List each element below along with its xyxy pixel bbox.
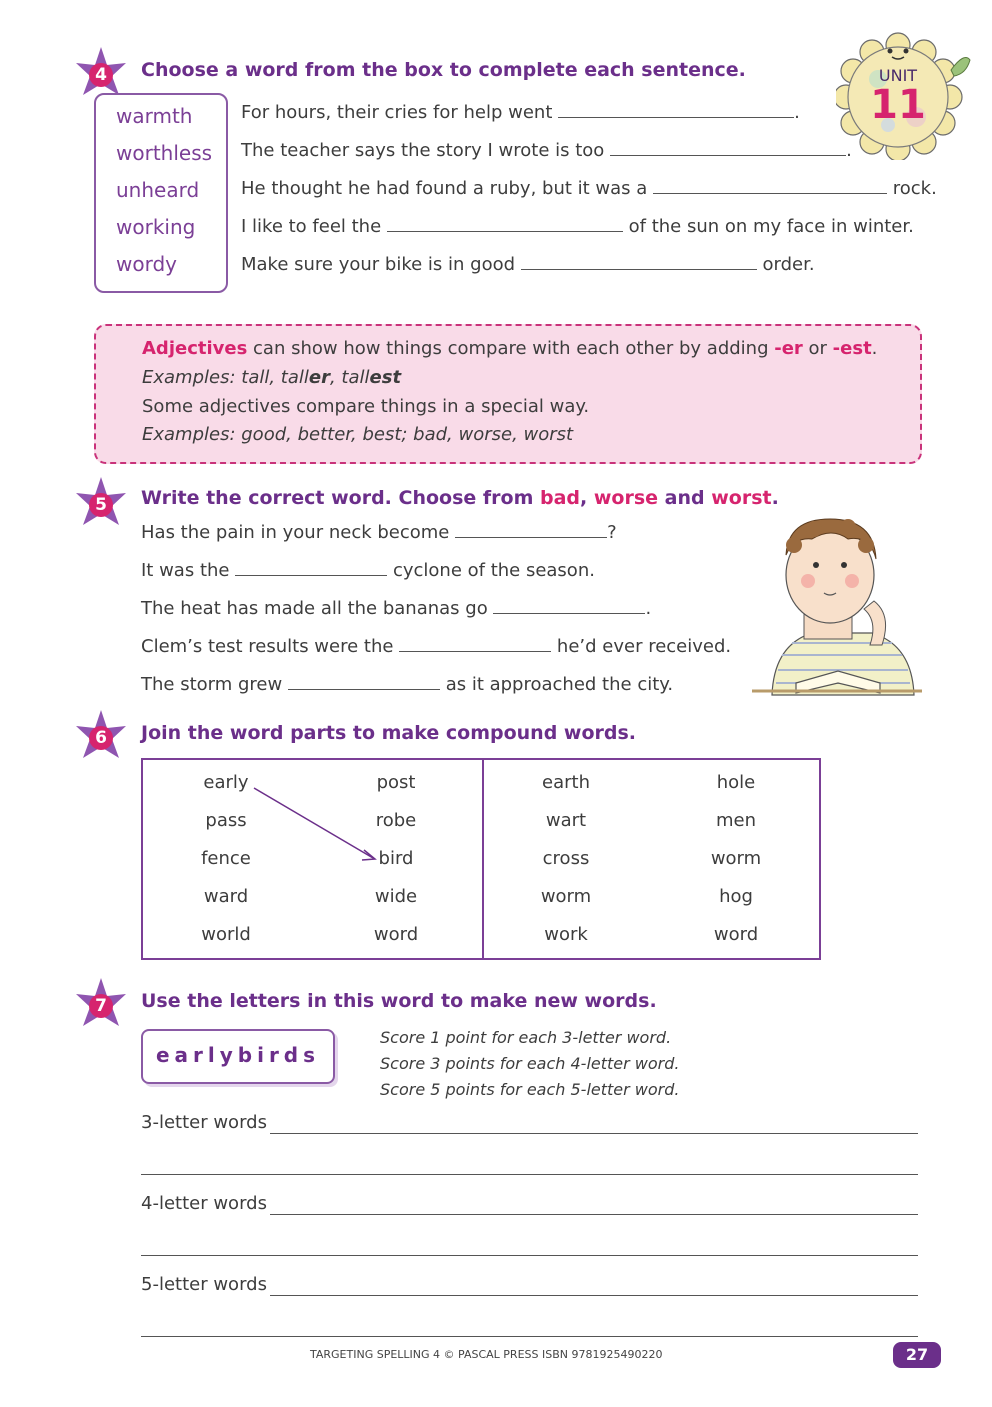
answer-blank[interactable] bbox=[521, 268, 757, 270]
word-part[interactable]: pass bbox=[205, 810, 247, 831]
question-7-star bbox=[72, 976, 130, 1034]
info-text: , tall bbox=[329, 367, 370, 388]
page-number: 27 bbox=[893, 1342, 941, 1368]
word-part[interactable]: worm bbox=[710, 848, 762, 869]
sentence-text: For hours, their cries for help went bbox=[241, 102, 553, 123]
answer-line[interactable] bbox=[270, 1133, 918, 1134]
score-rule: Score 1 point for each 3-letter word. bbox=[380, 1028, 672, 1047]
answer-blank[interactable] bbox=[653, 192, 887, 194]
info-line-3: Some adjectives compare things in a special way. bbox=[142, 396, 590, 417]
word-part[interactable]: world bbox=[201, 924, 251, 945]
choice-word: bad bbox=[540, 487, 581, 509]
info-term: Adjectives bbox=[142, 338, 248, 359]
sentence-text: as it approached the city. bbox=[445, 674, 674, 695]
sentence-text: . bbox=[794, 102, 800, 123]
sentence-text: It was the bbox=[141, 560, 230, 581]
word-part[interactable]: hog bbox=[719, 886, 753, 907]
answer-blank[interactable] bbox=[235, 574, 387, 576]
word-box bbox=[94, 93, 228, 293]
heading-text: Write the correct word. Choose from bbox=[141, 487, 540, 509]
sentence-text: cyclone of the season. bbox=[392, 560, 595, 581]
heading-text: and bbox=[658, 487, 712, 509]
word-box-item: working bbox=[116, 215, 196, 239]
choice-word: worst bbox=[711, 487, 772, 509]
info-text: . bbox=[871, 338, 878, 359]
info-line-1 bbox=[142, 338, 877, 359]
word-part[interactable]: cross bbox=[542, 848, 590, 869]
five-letter-label: 5-letter words bbox=[141, 1274, 267, 1295]
question-5-star bbox=[72, 475, 130, 533]
sentence-text: The heat has made all the bananas go bbox=[141, 598, 488, 619]
answer-line[interactable] bbox=[270, 1214, 918, 1215]
sentence-text: Has the pain in your neck become bbox=[141, 522, 450, 543]
sentence-text: I like to feel the bbox=[241, 216, 382, 237]
answer-blank[interactable] bbox=[399, 650, 551, 652]
question-number: 6 bbox=[95, 728, 107, 748]
answer-blank[interactable] bbox=[493, 612, 645, 614]
q6-heading: Join the word parts to make compound words. bbox=[141, 722, 637, 744]
unit-number: 11 bbox=[870, 82, 926, 128]
answer-line[interactable] bbox=[141, 1255, 918, 1256]
q4-heading: Choose a word from the box to complete each sentence. bbox=[141, 59, 746, 81]
word-part[interactable]: hole bbox=[716, 772, 756, 793]
sentence-text: order. bbox=[762, 254, 815, 275]
answer-line[interactable] bbox=[141, 1174, 918, 1175]
source-word-box bbox=[141, 1029, 335, 1084]
sentence-text: Clem’s test results were the bbox=[141, 636, 394, 657]
choice-word: worse bbox=[593, 487, 659, 509]
q4-sentence bbox=[241, 216, 914, 237]
word-box-item: wordy bbox=[116, 252, 177, 276]
sentence-text: The storm grew bbox=[141, 674, 283, 695]
word-part[interactable]: wart bbox=[545, 810, 587, 831]
word-box-item: worthless bbox=[116, 141, 213, 165]
question-number: 7 bbox=[95, 996, 107, 1016]
sentence-text: . bbox=[645, 598, 652, 619]
source-word: earlybirds bbox=[155, 1043, 321, 1067]
q5-sentence bbox=[141, 522, 617, 543]
word-part[interactable]: work bbox=[544, 924, 588, 945]
q5-sentence bbox=[141, 674, 673, 695]
unit-badge bbox=[836, 30, 972, 160]
footer-text: TARGETING SPELLING 4 © PASCAL PRESS ISBN 9781925490220 bbox=[310, 1348, 663, 1361]
word-box-item: warmth bbox=[116, 104, 193, 128]
info-text: or bbox=[802, 338, 833, 359]
suffix-est: -est bbox=[832, 338, 872, 359]
adjectives-info-box bbox=[94, 324, 922, 464]
answer-blank[interactable] bbox=[558, 116, 794, 118]
three-letter-label: 3-letter words bbox=[141, 1112, 267, 1133]
word-part[interactable]: wide bbox=[374, 886, 418, 907]
question-number: 5 bbox=[95, 495, 107, 515]
four-letter-label: 4-letter words bbox=[141, 1193, 267, 1214]
answer-line[interactable] bbox=[270, 1295, 918, 1296]
question-number: 4 bbox=[95, 65, 107, 85]
sentence-text: . bbox=[846, 140, 852, 161]
sentence-text: Make sure your bike is in good bbox=[241, 254, 516, 275]
word-part[interactable]: bird bbox=[378, 848, 414, 869]
q4-sentence bbox=[241, 102, 800, 123]
word-part[interactable]: men bbox=[715, 810, 757, 831]
question-6-star bbox=[72, 708, 130, 766]
info-text: can show how things compare with each other by adding bbox=[247, 338, 775, 359]
unit-label: UNIT bbox=[878, 66, 918, 85]
q4-sentence bbox=[241, 254, 815, 275]
info-text: Examples: tall, tall bbox=[142, 367, 309, 388]
q7-heading: Use the letters in this word to make new words. bbox=[141, 990, 657, 1012]
sentence-text: He thought he had found a ruby, but it was a bbox=[241, 178, 648, 199]
score-rule: Score 3 points for each 4-letter word. bbox=[380, 1054, 680, 1073]
word-part[interactable]: word bbox=[373, 924, 419, 945]
word-part[interactable]: ward bbox=[203, 886, 249, 907]
answer-blank[interactable] bbox=[387, 230, 623, 232]
answer-blank[interactable] bbox=[455, 536, 607, 538]
answer-blank[interactable] bbox=[288, 688, 440, 690]
word-part[interactable]: early bbox=[203, 772, 249, 793]
heading-text: . bbox=[771, 487, 779, 509]
q4-sentence bbox=[241, 140, 852, 161]
word-box-item: unheard bbox=[116, 178, 200, 202]
word-part[interactable]: word bbox=[713, 924, 759, 945]
answer-blank[interactable] bbox=[610, 154, 846, 156]
word-part[interactable]: worm bbox=[540, 886, 592, 907]
q5-heading bbox=[141, 487, 779, 509]
word-part[interactable]: earth bbox=[542, 772, 590, 793]
sentence-text: rock. bbox=[892, 178, 937, 199]
q5-sentence bbox=[141, 598, 651, 619]
info-bold: er bbox=[308, 367, 330, 388]
q4-sentence bbox=[241, 178, 937, 199]
info-bold: est bbox=[369, 367, 402, 388]
q5-sentence bbox=[141, 636, 731, 657]
heading-text: , bbox=[580, 487, 594, 509]
q5-sentence bbox=[141, 560, 595, 581]
word-part[interactable]: post bbox=[376, 772, 416, 793]
score-rule: Score 5 points for each 5-letter word. bbox=[380, 1080, 680, 1099]
sentence-text: of the sun on my face in winter. bbox=[628, 216, 914, 237]
suffix-er: -er bbox=[774, 338, 803, 359]
word-part[interactable]: fence bbox=[201, 848, 251, 869]
sentence-text: The teacher says the story I wrote is too bbox=[241, 140, 605, 161]
word-part[interactable]: robe bbox=[375, 810, 417, 831]
info-line-2 bbox=[142, 367, 401, 388]
sentence-text: ? bbox=[607, 522, 617, 543]
sentence-text: he’d ever received. bbox=[556, 636, 732, 657]
boy-reading-illustration bbox=[752, 505, 922, 697]
info-line-4: Examples: good, better, best; bad, worse, worst bbox=[142, 424, 574, 445]
answer-line[interactable] bbox=[141, 1336, 918, 1337]
